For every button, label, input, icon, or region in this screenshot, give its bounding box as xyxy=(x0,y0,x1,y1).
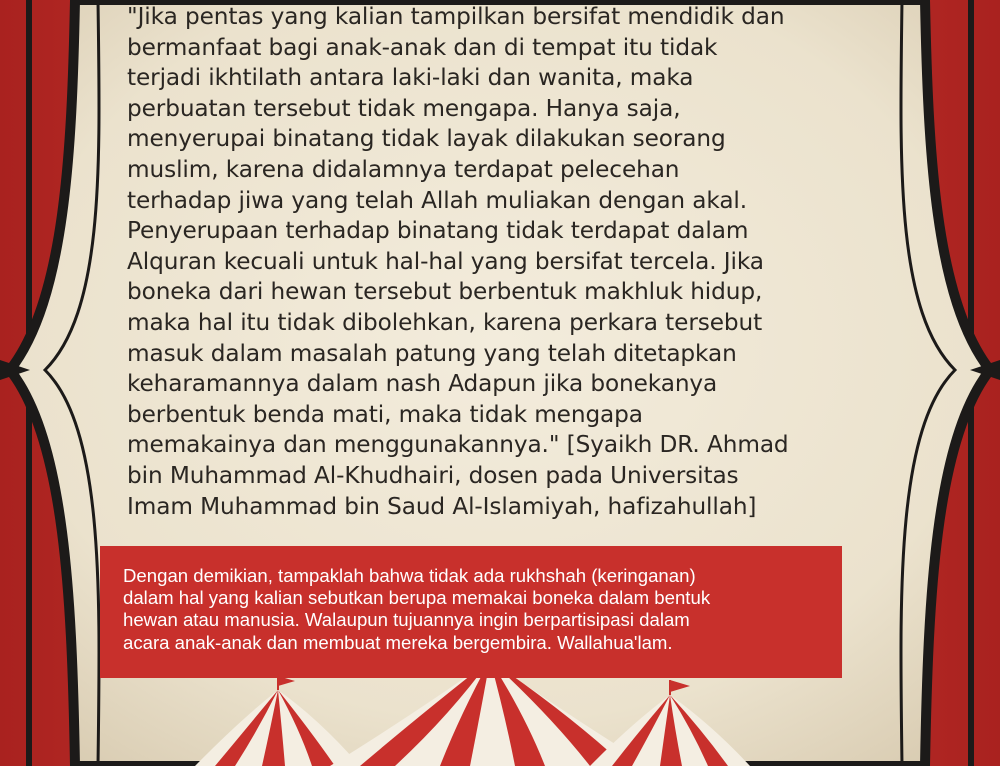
conclusion-box xyxy=(100,546,842,678)
quote-text: "Jika pentas yang kalian tampilkan bersifat mendidik dan bermanfaat bagi anak-anak dan di tempat itu tidak terjadi ikhtilath antara laki-laki dan wanita, maka perbuatan tersebut tidak mengapa. Hanya saja, menyerupai binatang tidak layak dilakukan seorang muslim, karena didalamnya terdapat pelecehan terhadap jiwa yang telah Allah muliakan dengan akal. Penyerupaan terhadap binatang tidak terdapat dalam Alquran kecuali untuk hal-hal yang bersifat tercela. Jika boneka dari hewan tersebut berbentuk makhluk hidup, maka hal itu tidak dibolehkan, karena perkara tersebut masuk dalam masalah patung yang telah ditetapkan keharamannya dalam nash Adapun jika bonekanya berbentuk benda mati, maka tidak mengapa memakainya dan menggunakannya." [Syaikh DR. Ahmad bin Muhammad Al-Khudhairi, dosen pada Universitas Imam Muhammad bin Saud Al-Islamiyah, hafizahullah] xyxy=(127,3,789,520)
conclusion-text: Dengan demikian, tampaklah bahwa tidak ada rukhshah (keringanan) dalam hal yang kalian sebutkan berupa memakai boneka dalam bentuk hewan atau manusia. Walaupun tujuannya ingin berpartisipasi dalam acara anak-anak dan membuat mereka bergembira. Wallahua'lam. xyxy=(123,565,711,653)
